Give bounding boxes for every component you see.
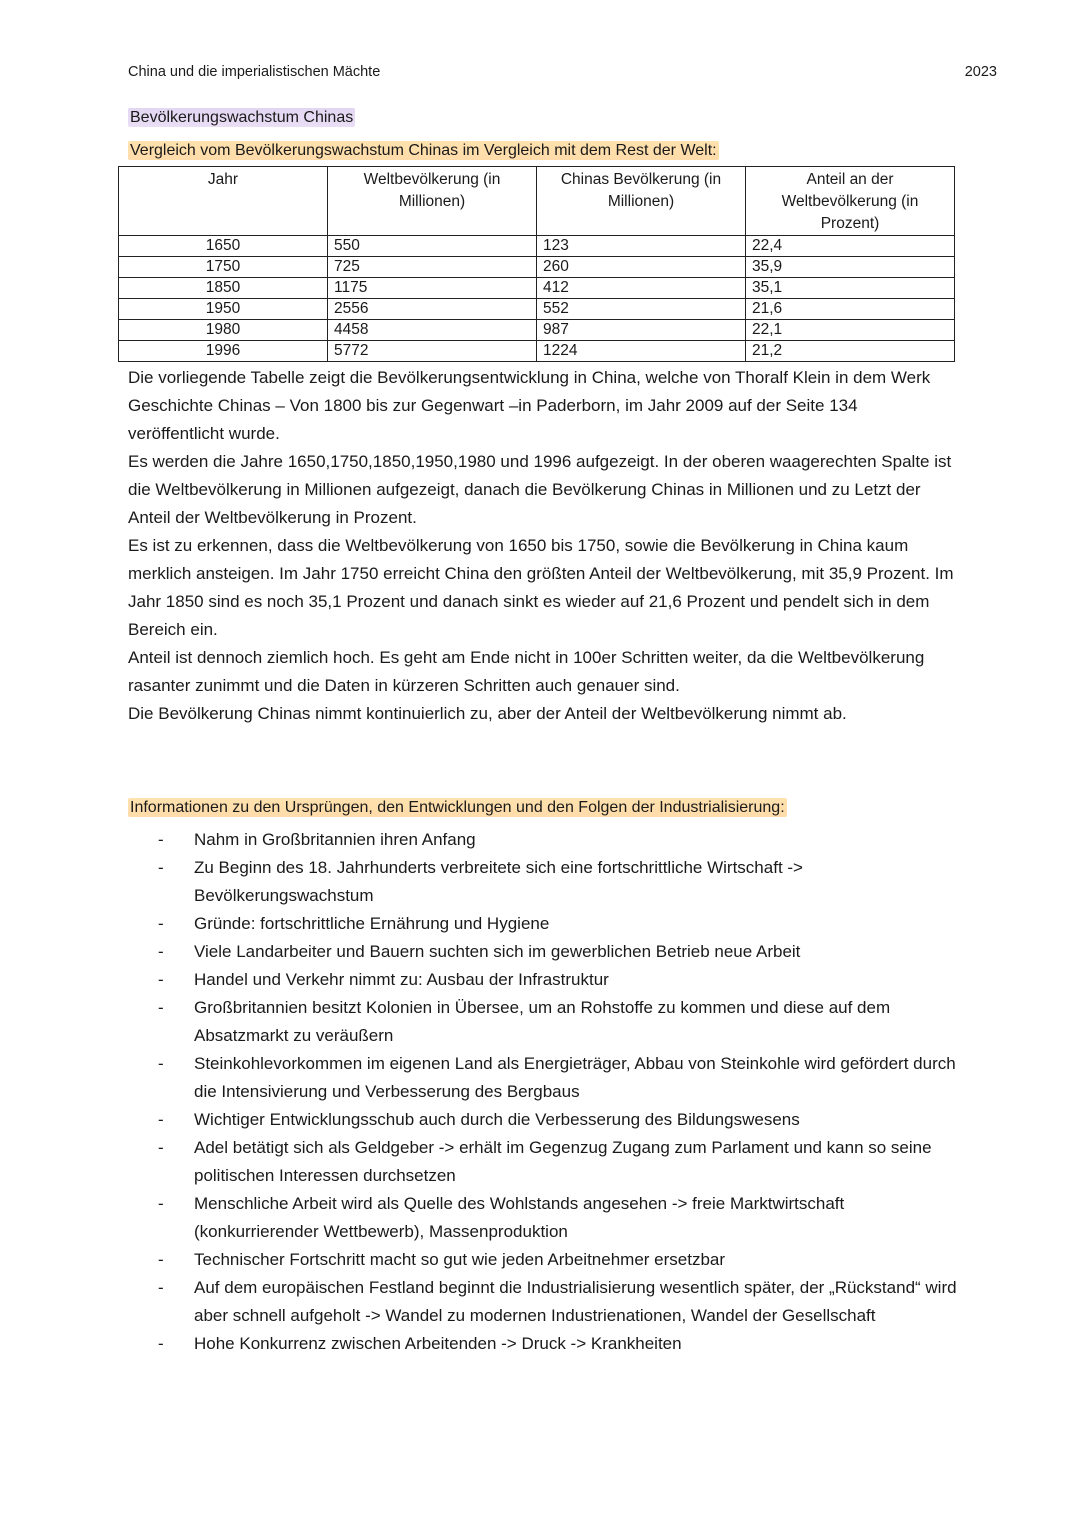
cell-year: 1650 <box>119 236 328 257</box>
subheading-comparison: Vergleich vom Bevölkerungswachstum Chinas im Vergleich mit dem Rest der Welt: <box>130 142 717 159</box>
column-header: Chinas Bevölkerung (in Millionen) <box>537 167 746 236</box>
table-row <box>119 299 955 320</box>
cell-china: 987 <box>537 320 746 341</box>
paragraph: Anteil ist dennoch ziemlich hoch. Es geht am Ende nicht in 100er Schritten weiter, da die Weltbevölkerung rasanter zunimmt und die Daten in kürzeren Schritten auch genauer sind. <box>128 648 925 695</box>
paragraph: Es werden die Jahre 1650,1750,1850,1950,1980 und 1996 aufgezeigt. In der oberen waagerechten Spalte ist die Weltbevölkerung in Millionen aufgezeigt, danach die Bevölkerung Chinas in Millionen und zu Letzt der Anteil der Weltbevölkerung in Prozent. <box>128 452 952 527</box>
cell-share: 35,1 <box>746 278 955 299</box>
cell-share: 22,1 <box>746 320 955 341</box>
cell-world: 725 <box>328 257 537 278</box>
cell-share: 35,9 <box>746 257 955 278</box>
section-heading <box>128 106 958 130</box>
cell-china: 260 <box>537 257 746 278</box>
section-subheading <box>128 139 958 163</box>
cell-world: 550 <box>328 236 537 257</box>
cell-year: 1850 <box>119 278 328 299</box>
list-item: - Technischer Fortschritt macht so gut wie jeden Arbeitnehmer ersetzbar <box>128 1246 958 1274</box>
document-title: China und die imperialistischen Mächte <box>128 64 381 80</box>
list-item: - Steinkohlevorkommen im eigenen Land als Energieträger, Abbau von Steinkohle wird gefördert durch die Intensivierung und Verbesserung des Bergbaus <box>128 1050 958 1106</box>
column-header: Jahr <box>119 167 328 236</box>
list-item: - Großbritannien besitzt Kolonien in Übersee, um an Rohstoffe zu kommen und diese auf dem Absatzmarkt zu veräußern <box>128 994 958 1050</box>
cell-world: 1175 <box>328 278 537 299</box>
cell-year: 1996 <box>119 341 328 362</box>
section-population <box>128 106 958 728</box>
analysis-text <box>128 364 958 728</box>
table-row <box>119 320 955 341</box>
bullet-list <box>128 826 958 1358</box>
list-item: - Auf dem europäischen Festland beginnt die Industrialisierung wesentlich später, der „Rückstand“ wird aber schnell aufgeholt -> Wandel zu modernen Industrienationen, Wandel der Gesellschaft <box>128 1274 958 1330</box>
section-heading <box>128 796 958 820</box>
cell-world: 4458 <box>328 320 537 341</box>
cell-world: 5772 <box>328 341 537 362</box>
page-header <box>128 64 997 80</box>
list-item: - Adel betätigt sich als Geldgeber -> erhält im Gegenzug Zugang zum Parlament und kann so seine politischen Interessen durchsetzen <box>128 1134 958 1190</box>
heading-population: Bevölkerungswachstum Chinas <box>130 109 354 126</box>
list-item: - Handel und Verkehr nimmt zu: Ausbau der Infrastruktur <box>128 966 958 994</box>
table-row <box>119 278 955 299</box>
list-item: - Zu Beginn des 18. Jahrhunderts verbreitete sich eine fortschrittliche Wirtschaft -> Bevölkerungswachstum <box>128 854 958 910</box>
cell-china: 552 <box>537 299 746 320</box>
population-table <box>118 166 955 362</box>
table-row <box>119 236 955 257</box>
cell-year: 1980 <box>119 320 328 341</box>
list-item: - Gründe: fortschrittliche Ernährung und Hygiene <box>128 910 958 938</box>
list-item: - Nahm in Großbritannien ihren Anfang <box>128 826 958 854</box>
cell-china: 412 <box>537 278 746 299</box>
document-year: 2023 <box>964 64 997 80</box>
cell-share: 22,4 <box>746 236 955 257</box>
section-industrialization <box>128 796 958 1358</box>
cell-world: 2556 <box>328 299 537 320</box>
list-item: - Wichtiger Entwicklungsschub auch durch die Verbesserung des Bildungswesens <box>128 1106 958 1134</box>
column-header: Anteil an der Weltbevölkerung (in Prozent) <box>746 167 955 236</box>
cell-year: 1750 <box>119 257 328 278</box>
paragraph: Die Bevölkerung Chinas nimmt kontinuierlich zu, aber der Anteil der Weltbevölkerung nimmt ab. <box>128 704 847 723</box>
table-row <box>119 257 955 278</box>
list-item: - Hohe Konkurrenz zwischen Arbeitenden -> Druck -> Krankheiten <box>128 1330 958 1358</box>
cell-share: 21,2 <box>746 341 955 362</box>
column-header: Weltbevölkerung (in Millionen) <box>328 167 537 236</box>
list-item: - Menschliche Arbeit wird als Quelle des Wohlstands angesehen -> freie Marktwirtschaft (konkurrierender Wettbewerb), Massenproduktion <box>128 1190 958 1246</box>
list-item: - Viele Landarbeiter und Bauern suchten sich im gewerblichen Betrieb neue Arbeit <box>128 938 958 966</box>
heading-industrialization: Informationen zu den Ursprüngen, den Entwicklungen und den Folgen der Industrialisierung: <box>130 799 785 816</box>
paragraph: Die vorliegende Tabelle zeigt die Bevölkerungsentwicklung in China, welche von Thoralf Klein in dem Werk Geschichte Chinas – Von 1800 bis zur Gegenwart –in Paderborn, im Jahr 2009 auf der Seite 134 veröffentlicht wurde. <box>128 368 931 443</box>
cell-china: 1224 <box>537 341 746 362</box>
cell-china: 123 <box>537 236 746 257</box>
table-row <box>119 341 955 362</box>
cell-year: 1950 <box>119 299 328 320</box>
cell-share: 21,6 <box>746 299 955 320</box>
paragraph: Es ist zu erkennen, dass die Weltbevölkerung von 1650 bis 1750, sowie die Bevölkerung in China kaum merklich ansteigen. Im Jahr 1750 erreicht China den größten Anteil der Weltbevölkerung, mit 35,9 Prozent. Im Jahr 1850 sind es noch 35,1 Prozent und danach sinkt es wieder auf 21,6 Prozent und pendelt sich in dem Bereich ein. <box>128 536 954 639</box>
table-header-row <box>119 167 955 236</box>
